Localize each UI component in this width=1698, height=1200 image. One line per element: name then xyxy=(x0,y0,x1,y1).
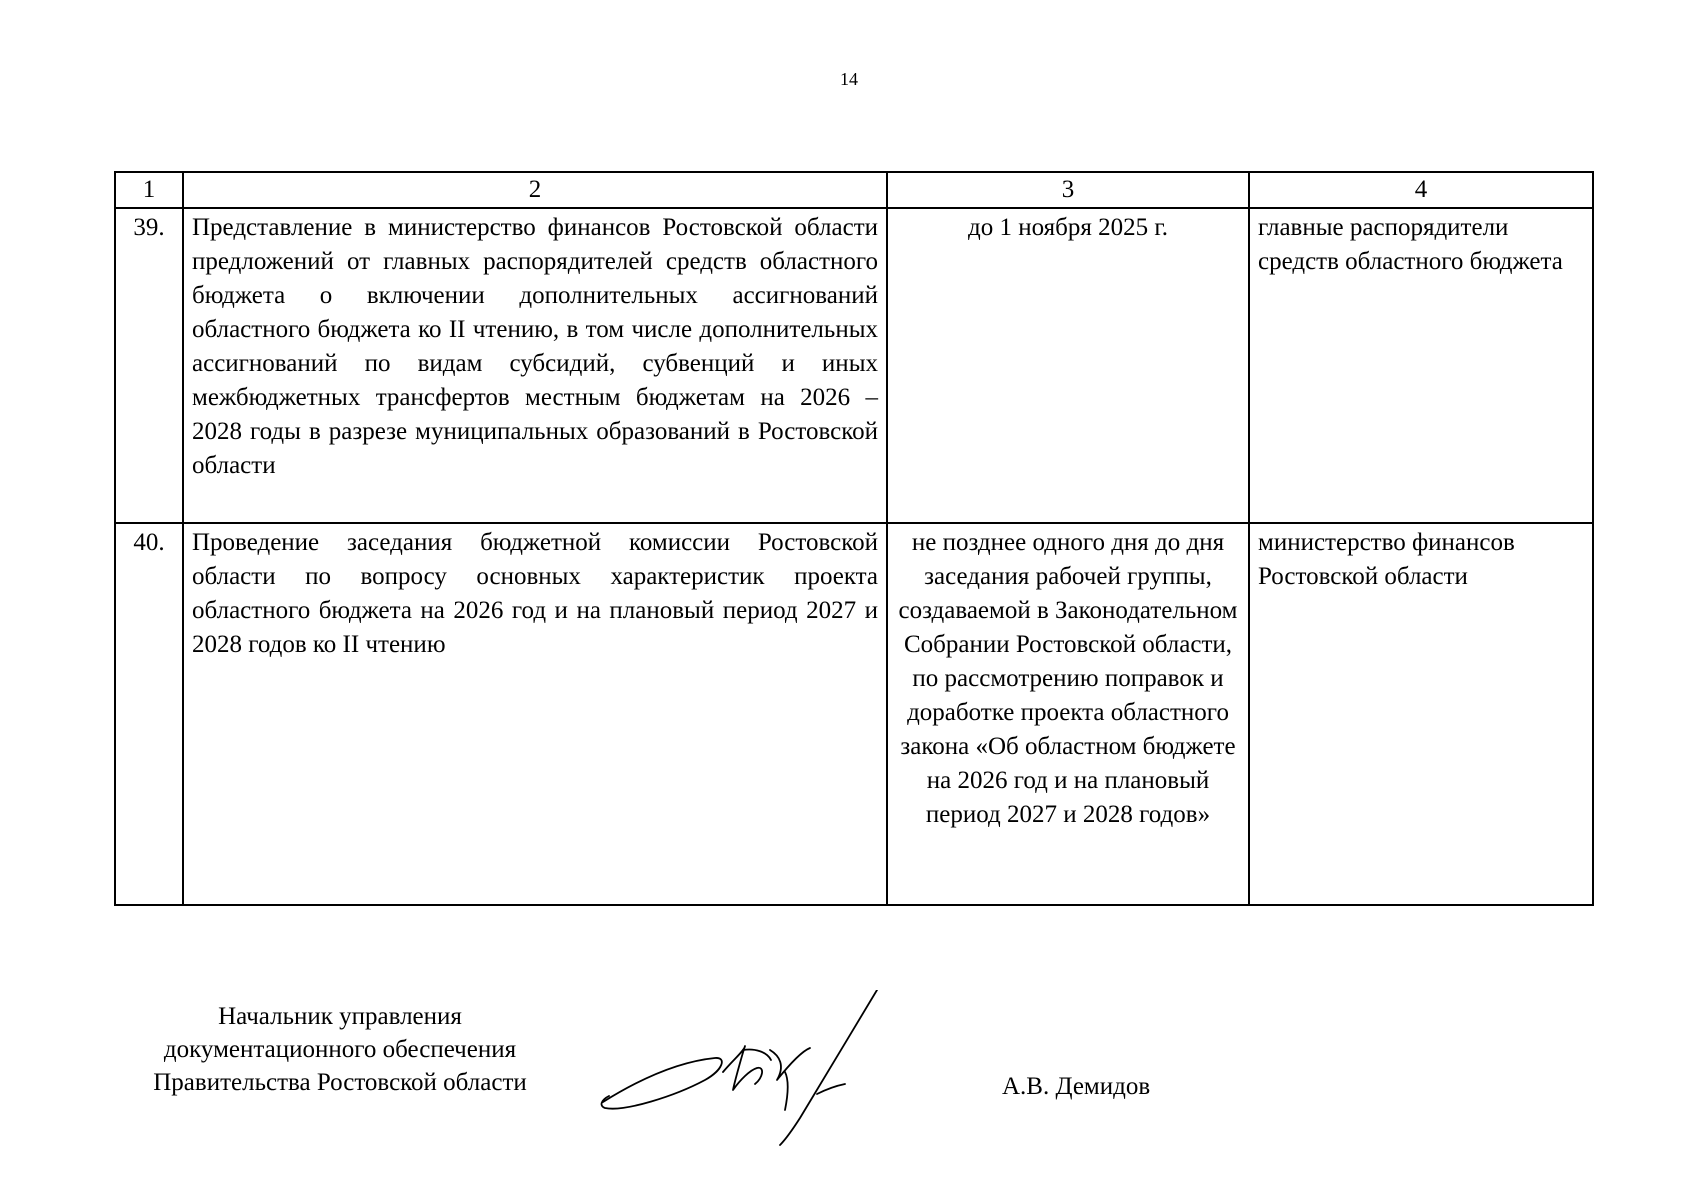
signer-name: А.В. Демидов xyxy=(1002,1073,1151,1100)
row-responsible: министерство финансов Ростовской области xyxy=(1249,523,1593,905)
column-header-2: 2 xyxy=(183,172,887,208)
page-number: 14 xyxy=(840,69,858,89)
column-header-3: 3 xyxy=(887,172,1249,208)
row-description: Представление в министерство финансов Ростовской области предложений от главных распорядителей средств областного бюджета о включении дополнительных ассигнований областного бюджета ко II чтению, в том числе дополнительных ассигнований по видам субсидий, субвенций и иных межбюджетных трансфертов местным бюджетам на 2026 – 2028 годы в разрезе муниципальных образований в Ростовской области xyxy=(183,208,887,523)
row-description: Проведение заседания бюджетной комиссии Ростовской области по вопросу основных характеристик проекта областного бюджета на 2026 год и на плановый период 2027 и 2028 годов ко II чтению xyxy=(183,523,887,905)
plan-table xyxy=(114,171,1594,906)
column-header-1: 1 xyxy=(115,172,183,208)
signer-position-line: документационного обеспечения xyxy=(163,1036,517,1063)
table-row xyxy=(115,523,1593,905)
handwritten-signature xyxy=(595,990,895,1150)
signer-position xyxy=(100,1000,580,1099)
row-deadline: до 1 ноября 2025 г. xyxy=(887,208,1249,523)
row-number: 40. xyxy=(115,523,183,905)
signer-position-line: Начальник управления xyxy=(218,1003,462,1030)
row-responsible: главные распорядители средств областного бюджета xyxy=(1249,208,1593,523)
row-deadline: не позднее одного дня до дня заседания рабочей группы, создаваемой в Законодательном Собрании Ростовской области, по рассмотрению поправок и доработке проекта областного закона «Об областном бюджете на 2026 год и на плановый период 2027 и 2028 годов» xyxy=(887,523,1249,905)
signer-position-line: Правительства Ростовской области xyxy=(153,1069,527,1096)
table-header-row xyxy=(115,172,1593,208)
column-header-4: 4 xyxy=(1249,172,1593,208)
row-number: 39. xyxy=(115,208,183,523)
table-row xyxy=(115,208,1593,523)
